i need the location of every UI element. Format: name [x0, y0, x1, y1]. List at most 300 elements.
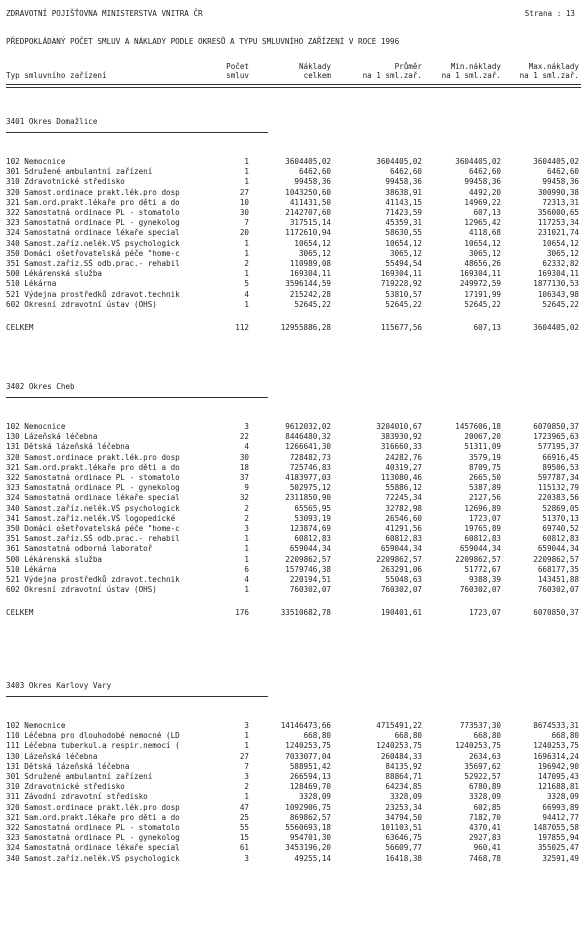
facility-type: 350 Domácí ošetřovatelská péče "home-c: [6, 248, 180, 258]
cell-minimum: 668,80: [473, 731, 501, 741]
cell-maximum: 115132,79: [537, 483, 579, 493]
cell-count: 1: [244, 741, 249, 751]
cell-count: 37: [239, 473, 249, 482]
table-row: [0, 177, 587, 187]
cell-total: 954701,30: [289, 833, 331, 843]
table-row: [0, 524, 587, 534]
facility-type: 602 Okresní zdravotní ústav (OHS): [6, 299, 157, 309]
facility-type: 510 Lékárna: [6, 279, 57, 289]
cell-total: 668,80: [303, 731, 331, 741]
cell-maximum: 1240253,75: [533, 741, 579, 751]
district-title: 3401 Okres Domažlice: [6, 117, 98, 126]
cell-maximum: 197855,94: [537, 833, 579, 843]
cell-count: 22: [239, 432, 249, 442]
cell-total: 53093,19: [294, 513, 331, 523]
table-row: [0, 279, 587, 289]
cell-minimum: 4118,68: [468, 228, 501, 238]
cell-total: 725746,83: [289, 462, 331, 472]
cell-count: 4: [244, 289, 249, 299]
cell-count: 2: [244, 513, 249, 523]
cell-maximum: 3328,09: [546, 792, 579, 802]
cell-maximum: 62332,82: [542, 259, 579, 268]
cell-minimum: 607,13: [473, 208, 501, 217]
cell-count: 7: [244, 218, 249, 228]
cell-minimum: 3328,09: [468, 792, 501, 802]
facility-type: 102 Nemocnice: [6, 157, 66, 166]
cell-average: 41143,15: [385, 197, 422, 207]
organization-header: ZDRAVOTNÍ POJIŠŤOVNA MINISTERSTVA VNITRA ČR: [6, 9, 203, 18]
facility-type: 324 Samostatná ordinace lékaře special: [6, 843, 180, 853]
cell-minimum: 14969,22: [464, 197, 501, 207]
table-row: [0, 752, 587, 762]
cell-total: 128469,70: [289, 782, 331, 792]
cell-maximum: 577195,37: [537, 442, 579, 452]
cell-maximum: 32591,49: [542, 853, 579, 863]
table-row: [0, 585, 587, 595]
facility-type: 350 Domácí ošetřovatelská péče "home-c: [6, 524, 180, 533]
cell-total: 1092906,75: [285, 802, 331, 812]
cell-count: 4: [244, 442, 249, 452]
cell-average: 760302,07: [380, 585, 422, 595]
cell-average: 56609,77: [385, 843, 422, 853]
cell-maximum: 99458,36: [542, 177, 579, 187]
cell-average: 53810,57: [385, 289, 422, 299]
cell-minimum: 7468,78: [468, 853, 501, 863]
cell-minimum: 12696,89: [464, 503, 501, 513]
cell-count: 25: [239, 812, 249, 822]
cell-average: 23253,34: [385, 802, 422, 812]
column-type: Typ smluvního zařízení: [6, 71, 107, 80]
cell-minimum: 4370,41: [468, 823, 501, 832]
cell-maximum: 668,80: [551, 731, 579, 741]
district-title: 3402 Okres Cheb: [6, 382, 75, 391]
cell-count: 10: [239, 197, 249, 207]
cell-average: 24282,76: [385, 452, 422, 462]
cell-average: 71423,59: [385, 208, 422, 217]
cell-average: 52645,22: [385, 299, 422, 309]
cell-minimum: 3065,12: [468, 248, 501, 258]
cell-maximum: 60812,83: [542, 534, 579, 544]
cell-average: 3065,12: [389, 248, 422, 258]
table-row: [0, 259, 587, 269]
facility-type: 521 Výdejna prostředků zdravot.technik: [6, 575, 180, 584]
table-row: [0, 269, 587, 279]
cell-total: 3453196,20: [285, 843, 331, 853]
table-row: [0, 290, 587, 300]
cell-maximum: 2209862,57: [533, 554, 579, 564]
district-title: 3403 Okres Karlovy Vary: [6, 681, 112, 690]
cell-count: 176: [235, 608, 249, 618]
district-underline: [6, 132, 268, 133]
cell-total: 1266641,30: [285, 442, 331, 452]
cell-minimum: 17191,99: [464, 289, 501, 299]
table-row: [0, 514, 587, 524]
cell-average: 34794,50: [385, 812, 422, 822]
cell-maximum: 6070850,37: [533, 608, 579, 618]
cell-minimum: 48656,26: [464, 259, 501, 268]
cell-maximum: 1723965,63: [533, 432, 579, 442]
facility-type: 110 Léčebna pro dlouhodobé nemocné (LD: [6, 731, 180, 741]
cell-count: 6: [244, 564, 249, 574]
cell-average: 41291,56: [385, 524, 422, 533]
cell-average: 60812,83: [385, 534, 422, 544]
cell-count: 15: [239, 833, 249, 843]
table-row: [0, 803, 587, 813]
cell-count: 55: [239, 823, 249, 832]
cell-maximum: 597787,34: [537, 473, 579, 482]
cell-total: 317515,14: [289, 218, 331, 228]
cell-minimum: 51311,09: [464, 442, 501, 452]
table-row: [0, 833, 587, 843]
cell-minimum: 99458,36: [464, 177, 501, 187]
facility-type: 323 Samostatná ordinace PL - gynekolog: [6, 218, 180, 228]
cell-minimum: 4492,20: [468, 187, 501, 197]
facility-type: 310 Zdravotnické středisko: [6, 782, 125, 792]
cell-total: 266594,13: [289, 772, 331, 781]
table-row: [0, 463, 587, 473]
facility-type: 521 Výdejna prostředků zdravot.technik: [6, 289, 180, 299]
facility-type: 340 Samost.zaříz.nelék.VŠ psychologick: [6, 853, 180, 863]
cell-maximum: 3065,12: [546, 248, 579, 258]
facility-type: 321 Sam.ord.prakt.lékaře pro děti a do: [6, 462, 180, 472]
cell-maximum: 1487055,58: [533, 823, 579, 832]
cell-minimum: 10654,12: [464, 238, 501, 248]
cell-minimum: 960,41: [473, 843, 501, 853]
cell-count: 1: [244, 238, 249, 248]
cell-maximum: 3604405,02: [533, 322, 579, 332]
cell-total: 659044,34: [289, 544, 331, 554]
table-row: [0, 843, 587, 853]
facility-type: 301 Sdružené ambulantní zařízení: [6, 167, 153, 177]
cell-total: 110989,08: [289, 259, 331, 268]
cell-total: 411431,50: [289, 197, 331, 207]
cell-count: 3: [244, 721, 249, 730]
cell-average: 84135,92: [385, 761, 422, 771]
cell-average: 2209862,57: [376, 554, 422, 564]
cell-count: 32: [239, 493, 249, 503]
total-label: CELKEM: [6, 322, 34, 332]
column-min-line1: Min.náklady: [450, 62, 501, 71]
cell-minimum: 5387,89: [468, 483, 501, 493]
column-count-line2: smluv: [226, 71, 249, 80]
table-row: [0, 493, 587, 503]
facility-type: 500 Lékárenská služba: [6, 554, 103, 564]
header-rule-top: [6, 84, 581, 85]
cell-average: 3328,09: [389, 792, 422, 802]
table-row: [0, 188, 587, 198]
cell-minimum: 1723,07: [468, 608, 501, 618]
cell-count: 3: [244, 524, 249, 533]
cell-count: 2: [244, 782, 249, 792]
cell-total: 123874,69: [289, 524, 331, 533]
table-row: [0, 772, 587, 782]
cell-maximum: 72313,31: [542, 197, 579, 207]
cell-minimum: 20067,20: [464, 432, 501, 442]
cell-minimum: 6780,89: [468, 782, 501, 792]
facility-type: 320 Samost.ordinace prakt.lék.pro dosp: [6, 452, 180, 462]
table-row: [0, 534, 587, 544]
facility-type: 322 Samostatná ordinace PL - stomatolo: [6, 473, 180, 482]
table-row: [0, 792, 587, 802]
table-row: [0, 575, 587, 585]
table-row: [0, 218, 587, 228]
table-row: [0, 721, 587, 731]
cell-count: 30: [239, 452, 249, 462]
cell-average: 55494,54: [385, 259, 422, 268]
cell-average: 659044,34: [380, 544, 422, 554]
cell-average: 45359,31: [385, 218, 422, 228]
cell-count: 30: [239, 208, 249, 217]
cell-minimum: 51772,67: [464, 564, 501, 574]
cell-total: 3596144,59: [285, 279, 331, 289]
table-row: [0, 544, 587, 554]
cell-maximum: 220383,56: [537, 493, 579, 503]
facility-type: 341 Samost.zaříz.nelék.VŠ logopedické: [6, 513, 176, 523]
cell-minimum: 9388,39: [468, 575, 501, 584]
cell-average: 383930,92: [380, 432, 422, 442]
facility-type: 323 Samostatná ordinace PL - gynekolog: [6, 483, 180, 493]
table-row: [0, 157, 587, 167]
facility-type: 321 Sam.ord.prakt.lékaře pro děti a do: [6, 812, 180, 822]
cell-total: 869862,57: [289, 812, 331, 822]
header-rule-bottom: [6, 87, 581, 88]
cell-minimum: 52922,57: [464, 772, 501, 781]
cell-count: 1: [244, 792, 249, 802]
cell-average: 4715491,22: [376, 721, 422, 730]
column-avg-line2: na 1 sml.zař.: [362, 71, 422, 80]
cell-total: 8446480,32: [285, 432, 331, 442]
cell-count: 1: [244, 177, 249, 187]
table-row: [0, 249, 587, 259]
cell-total: 2311850,90: [285, 493, 331, 503]
cell-total: 169304,11: [289, 269, 331, 279]
cell-maximum: 52869,05: [542, 503, 579, 513]
cell-average: 64234,85: [385, 782, 422, 792]
cell-count: 2: [244, 503, 249, 513]
cell-count: 18: [239, 462, 249, 472]
cell-maximum: 66993,89: [542, 802, 579, 812]
cell-average: 16418,38: [385, 853, 422, 863]
facility-type: 324 Samostatná ordinace lékaře special: [6, 228, 180, 238]
cell-total: 4183977,03: [285, 473, 331, 482]
cell-total: 6462,60: [298, 167, 331, 177]
cell-minimum: 2209862,57: [455, 554, 501, 564]
cell-average: 88864,71: [385, 772, 422, 781]
facility-type: 323 Samostatná ordinace PL - gynekolog: [6, 833, 180, 843]
table-row: [0, 198, 587, 208]
cell-total: 52645,22: [294, 299, 331, 309]
cell-total: 1579746,38: [285, 564, 331, 574]
cell-count: 1: [244, 585, 249, 595]
facility-type: 301 Sdružené ambulantní zařízení: [6, 772, 153, 781]
facility-type: 131 Dětská lázeňská léčebna: [6, 761, 130, 771]
cell-maximum: 231021,74: [537, 228, 579, 238]
facility-type: 361 Samostatná odborná laboratoř: [6, 544, 153, 554]
cell-average: 113080,46: [380, 473, 422, 482]
facility-type: 510 Lékárna: [6, 564, 57, 574]
cell-minimum: 2634,63: [468, 751, 501, 761]
cell-minimum: 2927,83: [468, 833, 501, 843]
cell-maximum: 121688,81: [537, 782, 579, 792]
cell-maximum: 89506,53: [542, 462, 579, 472]
cell-maximum: 668177,35: [537, 564, 579, 574]
cell-maximum: 117253,34: [537, 218, 579, 228]
cell-minimum: 35697,62: [464, 761, 501, 771]
cell-minimum: 602,85: [473, 802, 501, 812]
cell-average: 40319,27: [385, 462, 422, 472]
facility-type: 324 Samostatná ordinace lékaře special: [6, 493, 180, 503]
cell-average: 1240253,75: [376, 741, 422, 751]
cell-average: 3604405,02: [376, 157, 422, 166]
table-row: [0, 432, 587, 442]
cell-minimum: 60812,83: [464, 534, 501, 544]
cell-maximum: 51370,13: [542, 513, 579, 523]
table-row: [0, 565, 587, 575]
report-subtitle: PŘEDPOKLÁDANÝ POČET SMLUV A NÁKLADY PODLE OKRESŮ A TYPU SMLUVNÍHO ZAŘÍZENÍ V ROCE 1996: [6, 37, 400, 46]
cell-minimum: 6462,60: [468, 167, 501, 177]
table-row: [0, 483, 587, 493]
table-row: [0, 453, 587, 463]
cell-total: 760302,07: [289, 585, 331, 595]
table-row: [0, 422, 587, 432]
table-row: [0, 442, 587, 452]
cell-average: 190401,61: [380, 608, 422, 618]
cell-maximum: 106343,98: [537, 289, 579, 299]
cell-count: 1: [244, 299, 249, 309]
cell-minimum: 607,13: [473, 322, 501, 332]
cell-total: 1240253,75: [285, 741, 331, 751]
facility-type: 102 Nemocnice: [6, 721, 66, 730]
cell-count: 3: [244, 853, 249, 863]
total-row: [0, 608, 587, 618]
cell-minimum: 12965,42: [464, 218, 501, 228]
column-max-line2: na 1 sml.zař.: [519, 71, 579, 80]
cell-total: 1043250,60: [285, 187, 331, 197]
cell-minimum: 3604405,02: [455, 157, 501, 166]
cell-maximum: 143451,88: [537, 575, 579, 584]
facility-type: 500 Lékárenská služba: [6, 269, 103, 279]
facility-type: 322 Samostatná ordinace PL - stomatolo: [6, 208, 180, 217]
cell-count: 3: [244, 422, 249, 431]
table-row: [0, 473, 587, 483]
facility-type: 340 Samost.zaříz.nelék.VŠ psychologick: [6, 238, 180, 248]
cell-total: 12955886,28: [280, 322, 331, 332]
cell-minimum: 1240253,75: [455, 741, 501, 751]
cell-maximum: 66916,45: [542, 452, 579, 462]
facility-type: 311 Závodní zdravotní středisko: [6, 792, 148, 802]
cell-minimum: 3579,19: [468, 452, 501, 462]
cell-minimum: 773537,30: [459, 721, 501, 730]
cell-maximum: 659044,34: [537, 544, 579, 554]
cell-maximum: 196942,90: [537, 761, 579, 771]
cell-average: 115677,56: [380, 322, 422, 332]
cell-maximum: 356000,65: [537, 208, 579, 217]
cell-average: 26546,60: [385, 513, 422, 523]
cell-count: 112: [235, 322, 249, 332]
table-row: [0, 854, 587, 864]
table-row: [0, 782, 587, 792]
cell-minimum: 2127,56: [468, 493, 501, 503]
cell-average: 58630,55: [385, 228, 422, 238]
cell-average: 260484,33: [380, 751, 422, 761]
cell-maximum: 6462,60: [546, 167, 579, 177]
cell-total: 220194,51: [289, 575, 331, 584]
cell-count: 7: [244, 761, 249, 771]
cell-total: 49255,14: [294, 853, 331, 863]
table-row: [0, 741, 587, 751]
column-min-line2: na 1 sml.zař.: [441, 71, 501, 80]
cell-average: 101103,51: [380, 823, 422, 832]
facility-type: 351 Samost.zaříz.SŠ odb.prac.- rehabil: [6, 534, 180, 544]
facility-type: 130 Lázeňská léčebna: [6, 751, 98, 761]
cell-maximum: 760302,07: [537, 585, 579, 595]
cell-maximum: 355025,47: [537, 843, 579, 853]
facility-type: 340 Samost.zaříz.nelék.VŠ psychologick: [6, 503, 180, 513]
table-row: [0, 300, 587, 310]
cell-maximum: 300990,38: [537, 187, 579, 197]
cell-total: 99458,36: [294, 177, 331, 187]
cell-average: 55886,12: [385, 483, 422, 493]
cell-total: 10654,12: [294, 238, 331, 248]
cell-total: 7033077,04: [285, 751, 331, 761]
cell-average: 63646,75: [385, 833, 422, 843]
cell-total: 588951,42: [289, 761, 331, 771]
page-number: Strana : 13: [524, 9, 575, 18]
total-row: [0, 323, 587, 333]
table-row: [0, 208, 587, 218]
facility-type: 321 Sam.ord.prakt.lékaře pro děti a do: [6, 197, 180, 207]
cell-minimum: 1723,07: [468, 513, 501, 523]
cell-average: 668,80: [394, 731, 422, 741]
cell-average: 99458,36: [385, 177, 422, 187]
cell-count: 27: [239, 187, 249, 197]
table-row: [0, 762, 587, 772]
cell-average: 169304,11: [380, 269, 422, 279]
cell-count: 4: [244, 575, 249, 584]
cell-count: 2: [244, 259, 249, 268]
cell-maximum: 169304,11: [537, 269, 579, 279]
cell-minimum: 2665,50: [468, 473, 501, 482]
facility-type: 320 Samost.ordinace prakt.lék.pro dosp: [6, 802, 180, 812]
cell-maximum: 1877130,53: [533, 279, 579, 289]
cell-total: 215242,28: [289, 289, 331, 299]
cell-total: 5560693,18: [285, 823, 331, 832]
cell-total: 9612032,02: [285, 422, 331, 431]
cell-maximum: 10654,12: [542, 238, 579, 248]
district-underline: [6, 397, 268, 398]
column-total-line1: Náklady: [298, 62, 331, 71]
cell-maximum: 69740,52: [542, 524, 579, 533]
cell-total: 33510682,78: [280, 608, 331, 618]
district-underline: [6, 696, 268, 697]
table-row: [0, 239, 587, 249]
cell-maximum: 94412,77: [542, 812, 579, 822]
cell-count: 3: [244, 772, 249, 781]
cell-maximum: 1696314,24: [533, 751, 579, 761]
cell-count: 47: [239, 802, 249, 812]
cell-count: 5: [244, 279, 249, 289]
table-row: [0, 167, 587, 177]
cell-count: 20: [239, 228, 249, 238]
facility-type: 131 Dětská lázeňská léčebna: [6, 442, 130, 452]
facility-type: 111 Léčebna tuberkul.a respir.nemocí (: [6, 741, 180, 751]
column-header: [0, 60, 587, 82]
total-label: CELKEM: [6, 608, 34, 618]
cell-total: 1172610,94: [285, 228, 331, 238]
facility-type: 320 Samost.ordinace prakt.lék.pro dosp: [6, 187, 180, 197]
facility-type: 602 Okresní zdravotní ústav (OHS): [6, 585, 157, 595]
cell-total: 60812,83: [294, 534, 331, 544]
